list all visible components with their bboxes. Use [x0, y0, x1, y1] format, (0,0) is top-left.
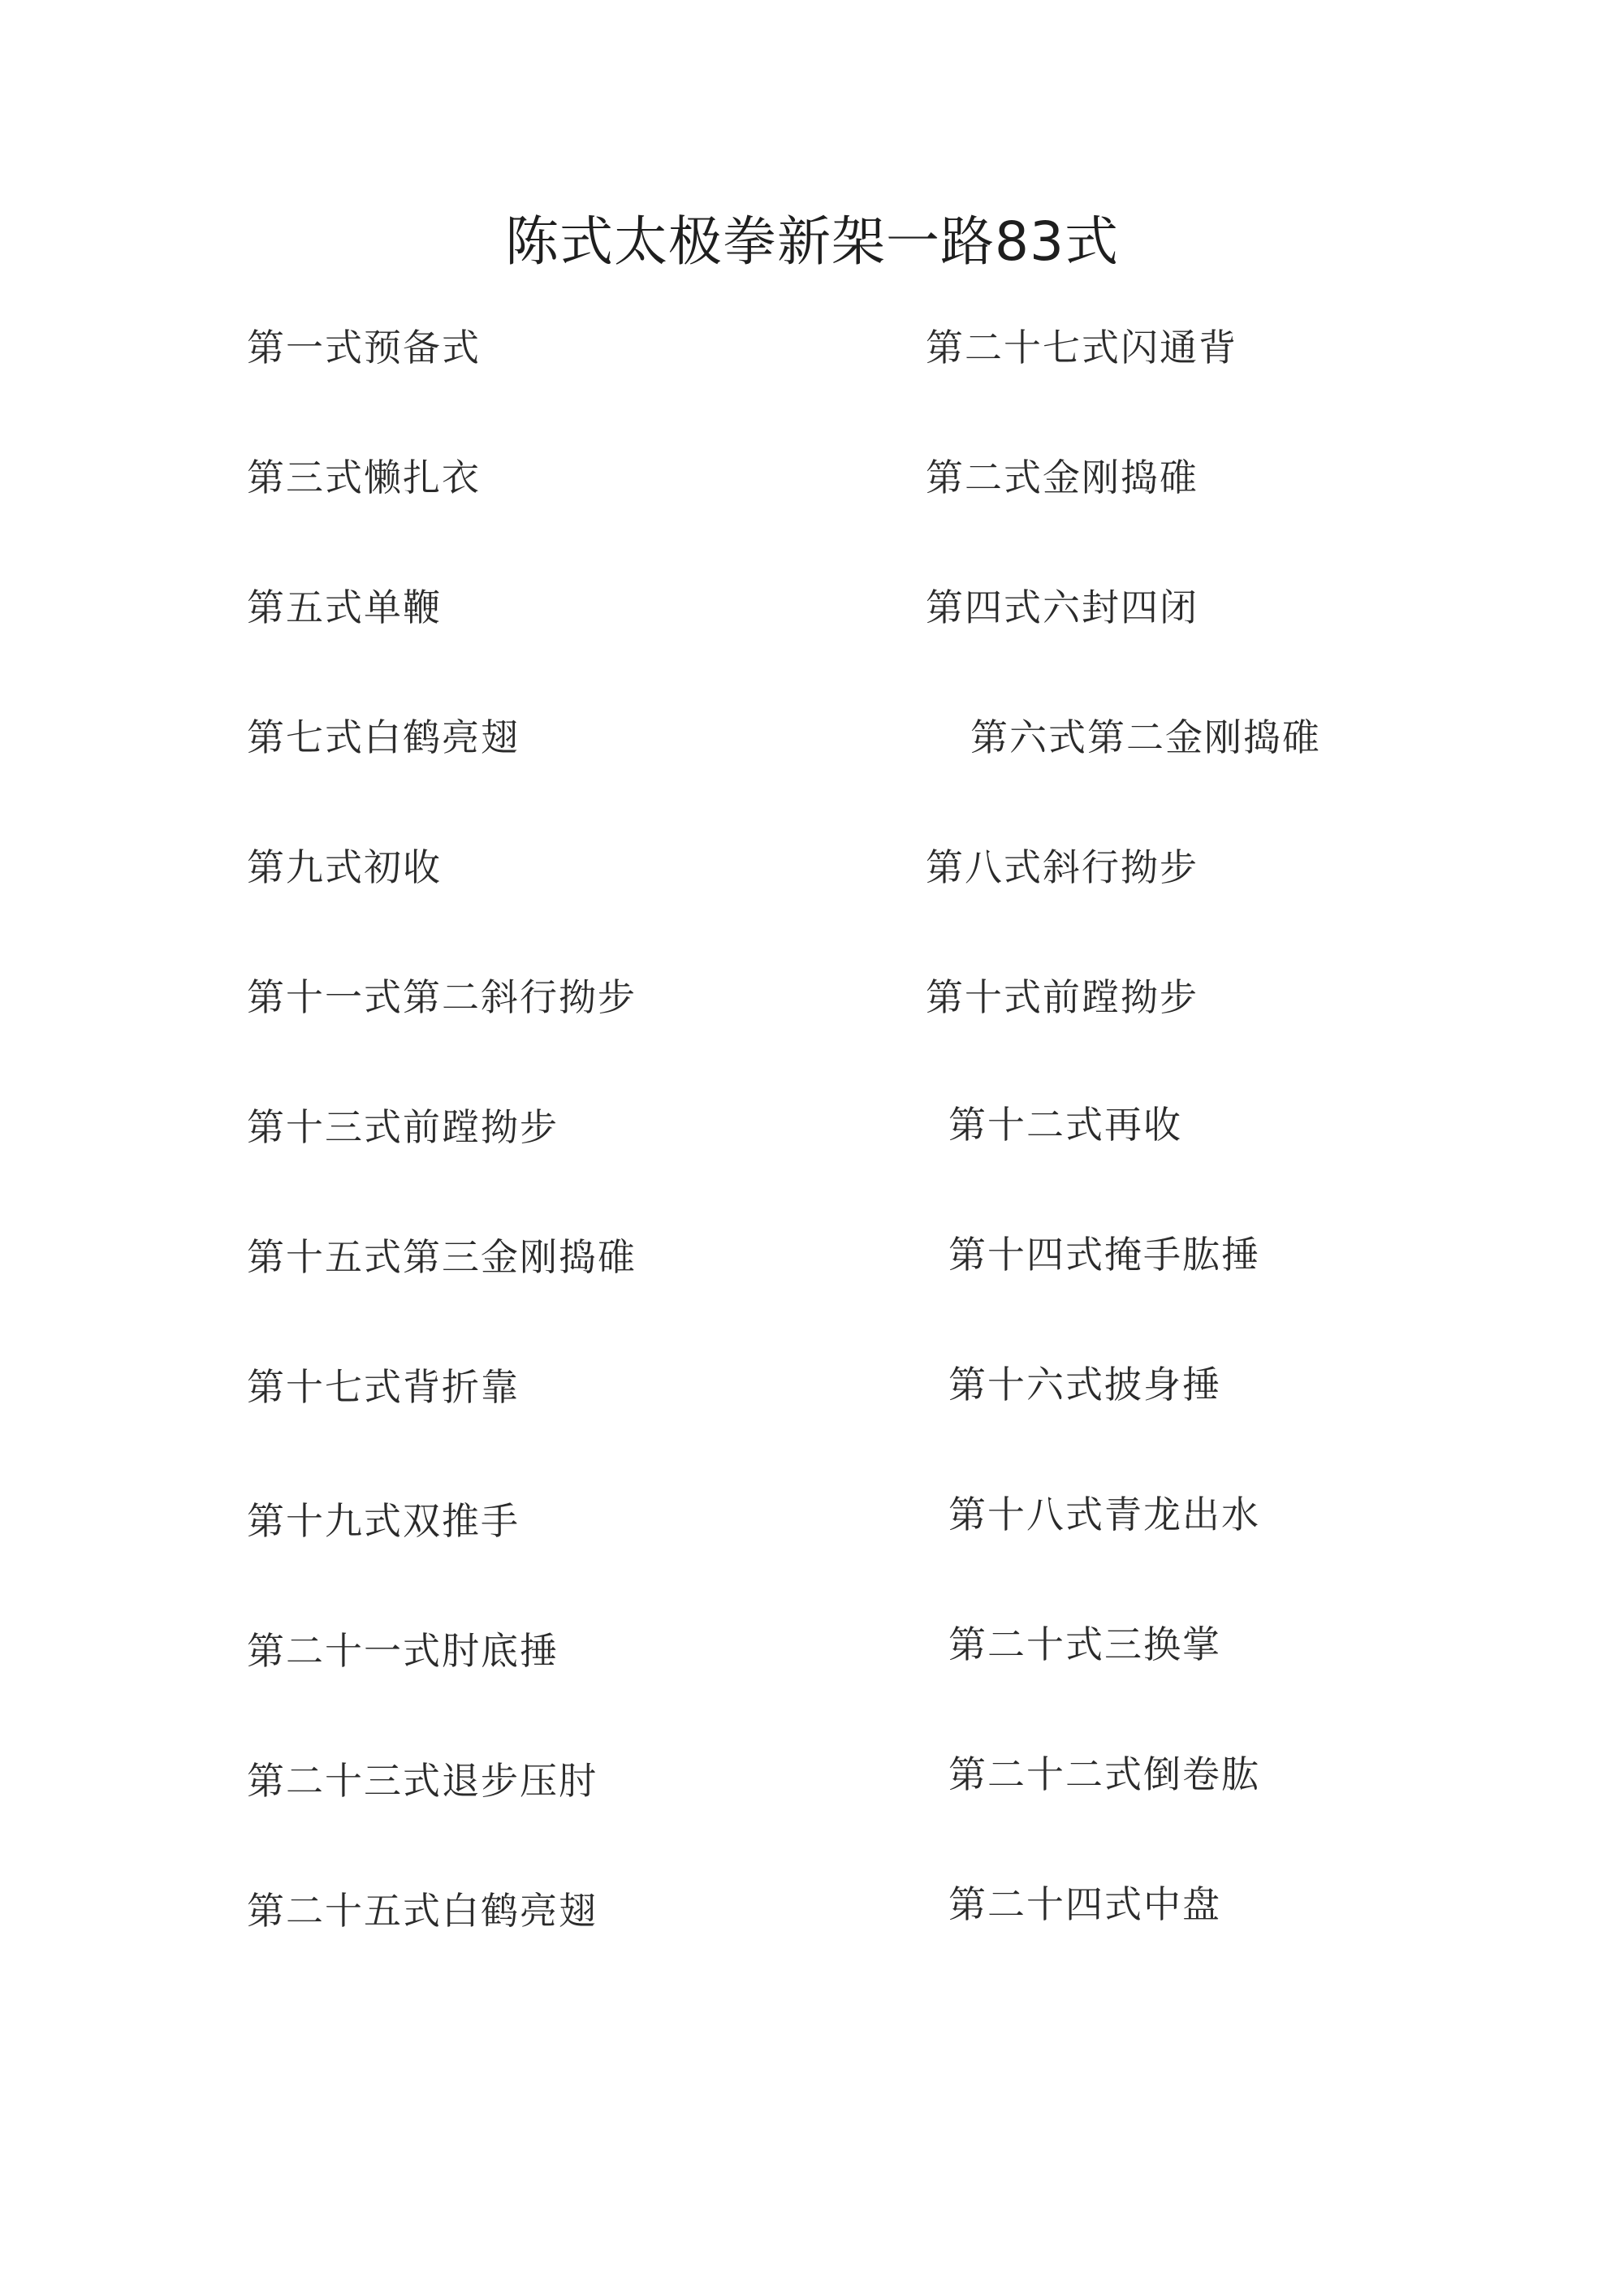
- form-item-left: 第十九式双推手: [247, 1499, 520, 1543]
- form-item-left: 第十七式背折靠: [247, 1365, 520, 1409]
- form-item-left: 第五式单鞭: [247, 585, 442, 629]
- form-item-right: 第八式斜行拗步: [926, 845, 1199, 889]
- form-item-left: 第三式懒扎衣: [247, 456, 481, 499]
- form-item-left: 第十一式第二斜行拗步: [247, 975, 637, 1019]
- form-item-right: 第十二式再收: [948, 1103, 1182, 1147]
- form-item-left: 第九式初收: [247, 845, 442, 889]
- form-item-left: 第十三式前蹚拗步: [247, 1105, 559, 1149]
- form-item-left: 第七式白鹤亮翅: [247, 715, 520, 759]
- form-item-right: 第二十四式中盘: [948, 1882, 1221, 1926]
- form-item-right: 第二十二式倒卷肱: [948, 1752, 1260, 1796]
- form-item-right: 第十六式披身捶: [948, 1363, 1221, 1406]
- form-item-left: 第二十一式肘底捶: [247, 1629, 559, 1673]
- form-item-left: 第一式预备式: [247, 326, 481, 369]
- form-item-left: 第十五式第三金刚捣碓: [247, 1235, 637, 1279]
- form-item-right: 第二十式三换掌: [948, 1622, 1221, 1666]
- form-item-right: 第十式前蹚拗步: [926, 975, 1199, 1019]
- form-item-right: 第四式六封四闭: [926, 585, 1199, 629]
- form-item-left: 第二十五式白鹤亮翅: [247, 1889, 598, 1933]
- form-item-right: 第十八式青龙出水: [948, 1493, 1260, 1536]
- page-title: 陈式太极拳新架一路83式: [505, 210, 1119, 273]
- form-item-right: 第二十七式闪通背: [926, 326, 1237, 369]
- form-item-left: 第二十三式退步压肘: [247, 1759, 598, 1803]
- form-item-right: 第六式第二金刚捣碓: [970, 715, 1321, 759]
- form-item-right: 第二式金刚捣碓: [926, 456, 1199, 499]
- form-item-right: 第十四式掩手肱捶: [948, 1233, 1260, 1277]
